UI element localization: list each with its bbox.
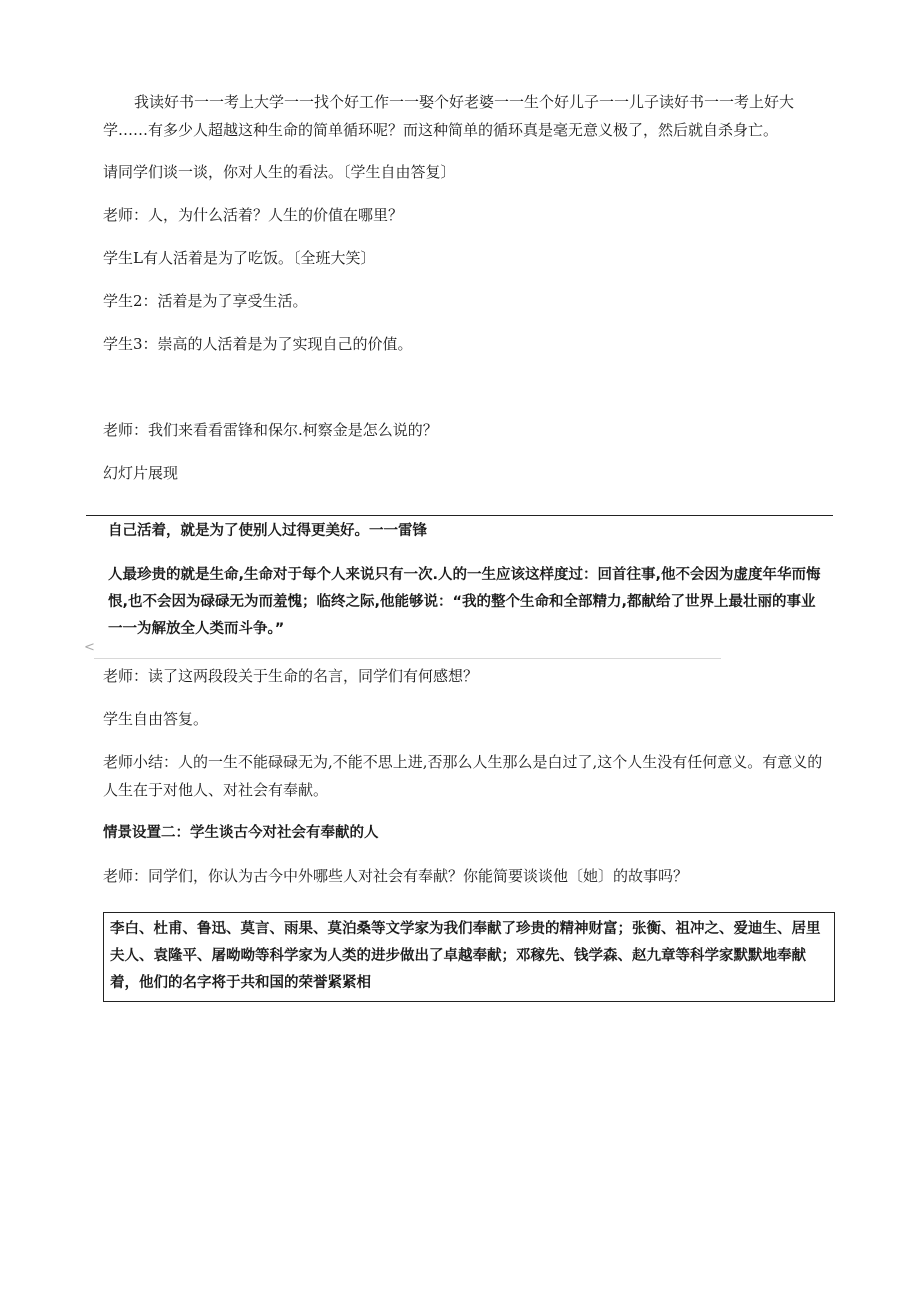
prompt-paragraph: 请同学们谈一谈，你对人生的看法。〔学生自由答复〕 — [103, 163, 456, 181]
slide-label: 幻灯片展现 — [103, 464, 179, 482]
student2-answer: 学生2：活着是为了享受生活。 — [103, 292, 308, 310]
teacher-reflection-question: 老师：读了这两段段关于生命的名言，同学们有何感想？ — [103, 667, 479, 685]
slide-bottom-divider — [94, 658, 721, 659]
pavel-quote: 人最珍贵的就是生命,生命对于每个人来说只有一次.人的一生应该这样度过：回首往事,他不会因为虚度年华而悔恨,也不会因为碌碌无为而羞愧；临终之际,他能够说：“我的整个生命和全部精力,都献给了世界上最壮丽的事业一一为解放全人类而斗争。” — [108, 567, 821, 637]
teacher-question: 老师：人，为什么活着？人生的价值在哪里？ — [103, 206, 404, 224]
intro-paragraph: 我读好书一一考上大学一一找个好工作一一娶个好老婆一一生个好儿子一一儿子读好书一一考上好大学……有多少人超越这种生命的简单循环呢？而这种简单的循环真是毫无意义极了，然后就自杀身亡。 — [103, 93, 795, 139]
slide-top-divider — [86, 515, 833, 516]
answer-box-text: 李白、杜甫、鲁迅、莫言、雨果、莫泊桑等文学家为我们奉献了珍贵的精神财富；张衡、祖冲之、爱迪生、居里夫人、袁隆平、屠呦呦等科学家为人类的进步做出了卓越奉献；邓稼先、钱学森、赵九章等科学家默默地奉献着，他们的名字将于共和国的荣誉紧紧相 — [110, 921, 821, 991]
student3-answer: 学生3：崇高的人活着是为了实现自己的价值。 — [103, 335, 413, 353]
answer-box — [103, 912, 835, 1002]
student1-answer: 学生L有人活着是为了吃饭。〔全班大笑〕 — [103, 249, 376, 267]
chevron-left-icon: < — [84, 640, 95, 655]
leifeng-quote: 自己活着，就是为了使别人过得更美好。一一雷锋 — [108, 523, 427, 539]
teacher-contribution-question: 老师：同学们，你认为古今中外哪些人对社会有奉献？你能简要谈谈他〔她〕的故事吗？ — [103, 867, 689, 885]
teacher-lead-in: 老师：我们来看看雷锋和保尔.柯察金是怎么说的？ — [103, 421, 438, 439]
teacher-summary: 老师小结：人的一生不能碌碌无为,不能不思上进,否那么人生那么是白过了,这个人生没有任何意义。有意义的人生在于对他人、对社会有奉献。 — [103, 753, 823, 799]
section-heading: 情景设置二：学生谈古今对社会有奉献的人 — [103, 825, 379, 841]
student-free-answer: 学生自由答复。 — [103, 710, 209, 728]
